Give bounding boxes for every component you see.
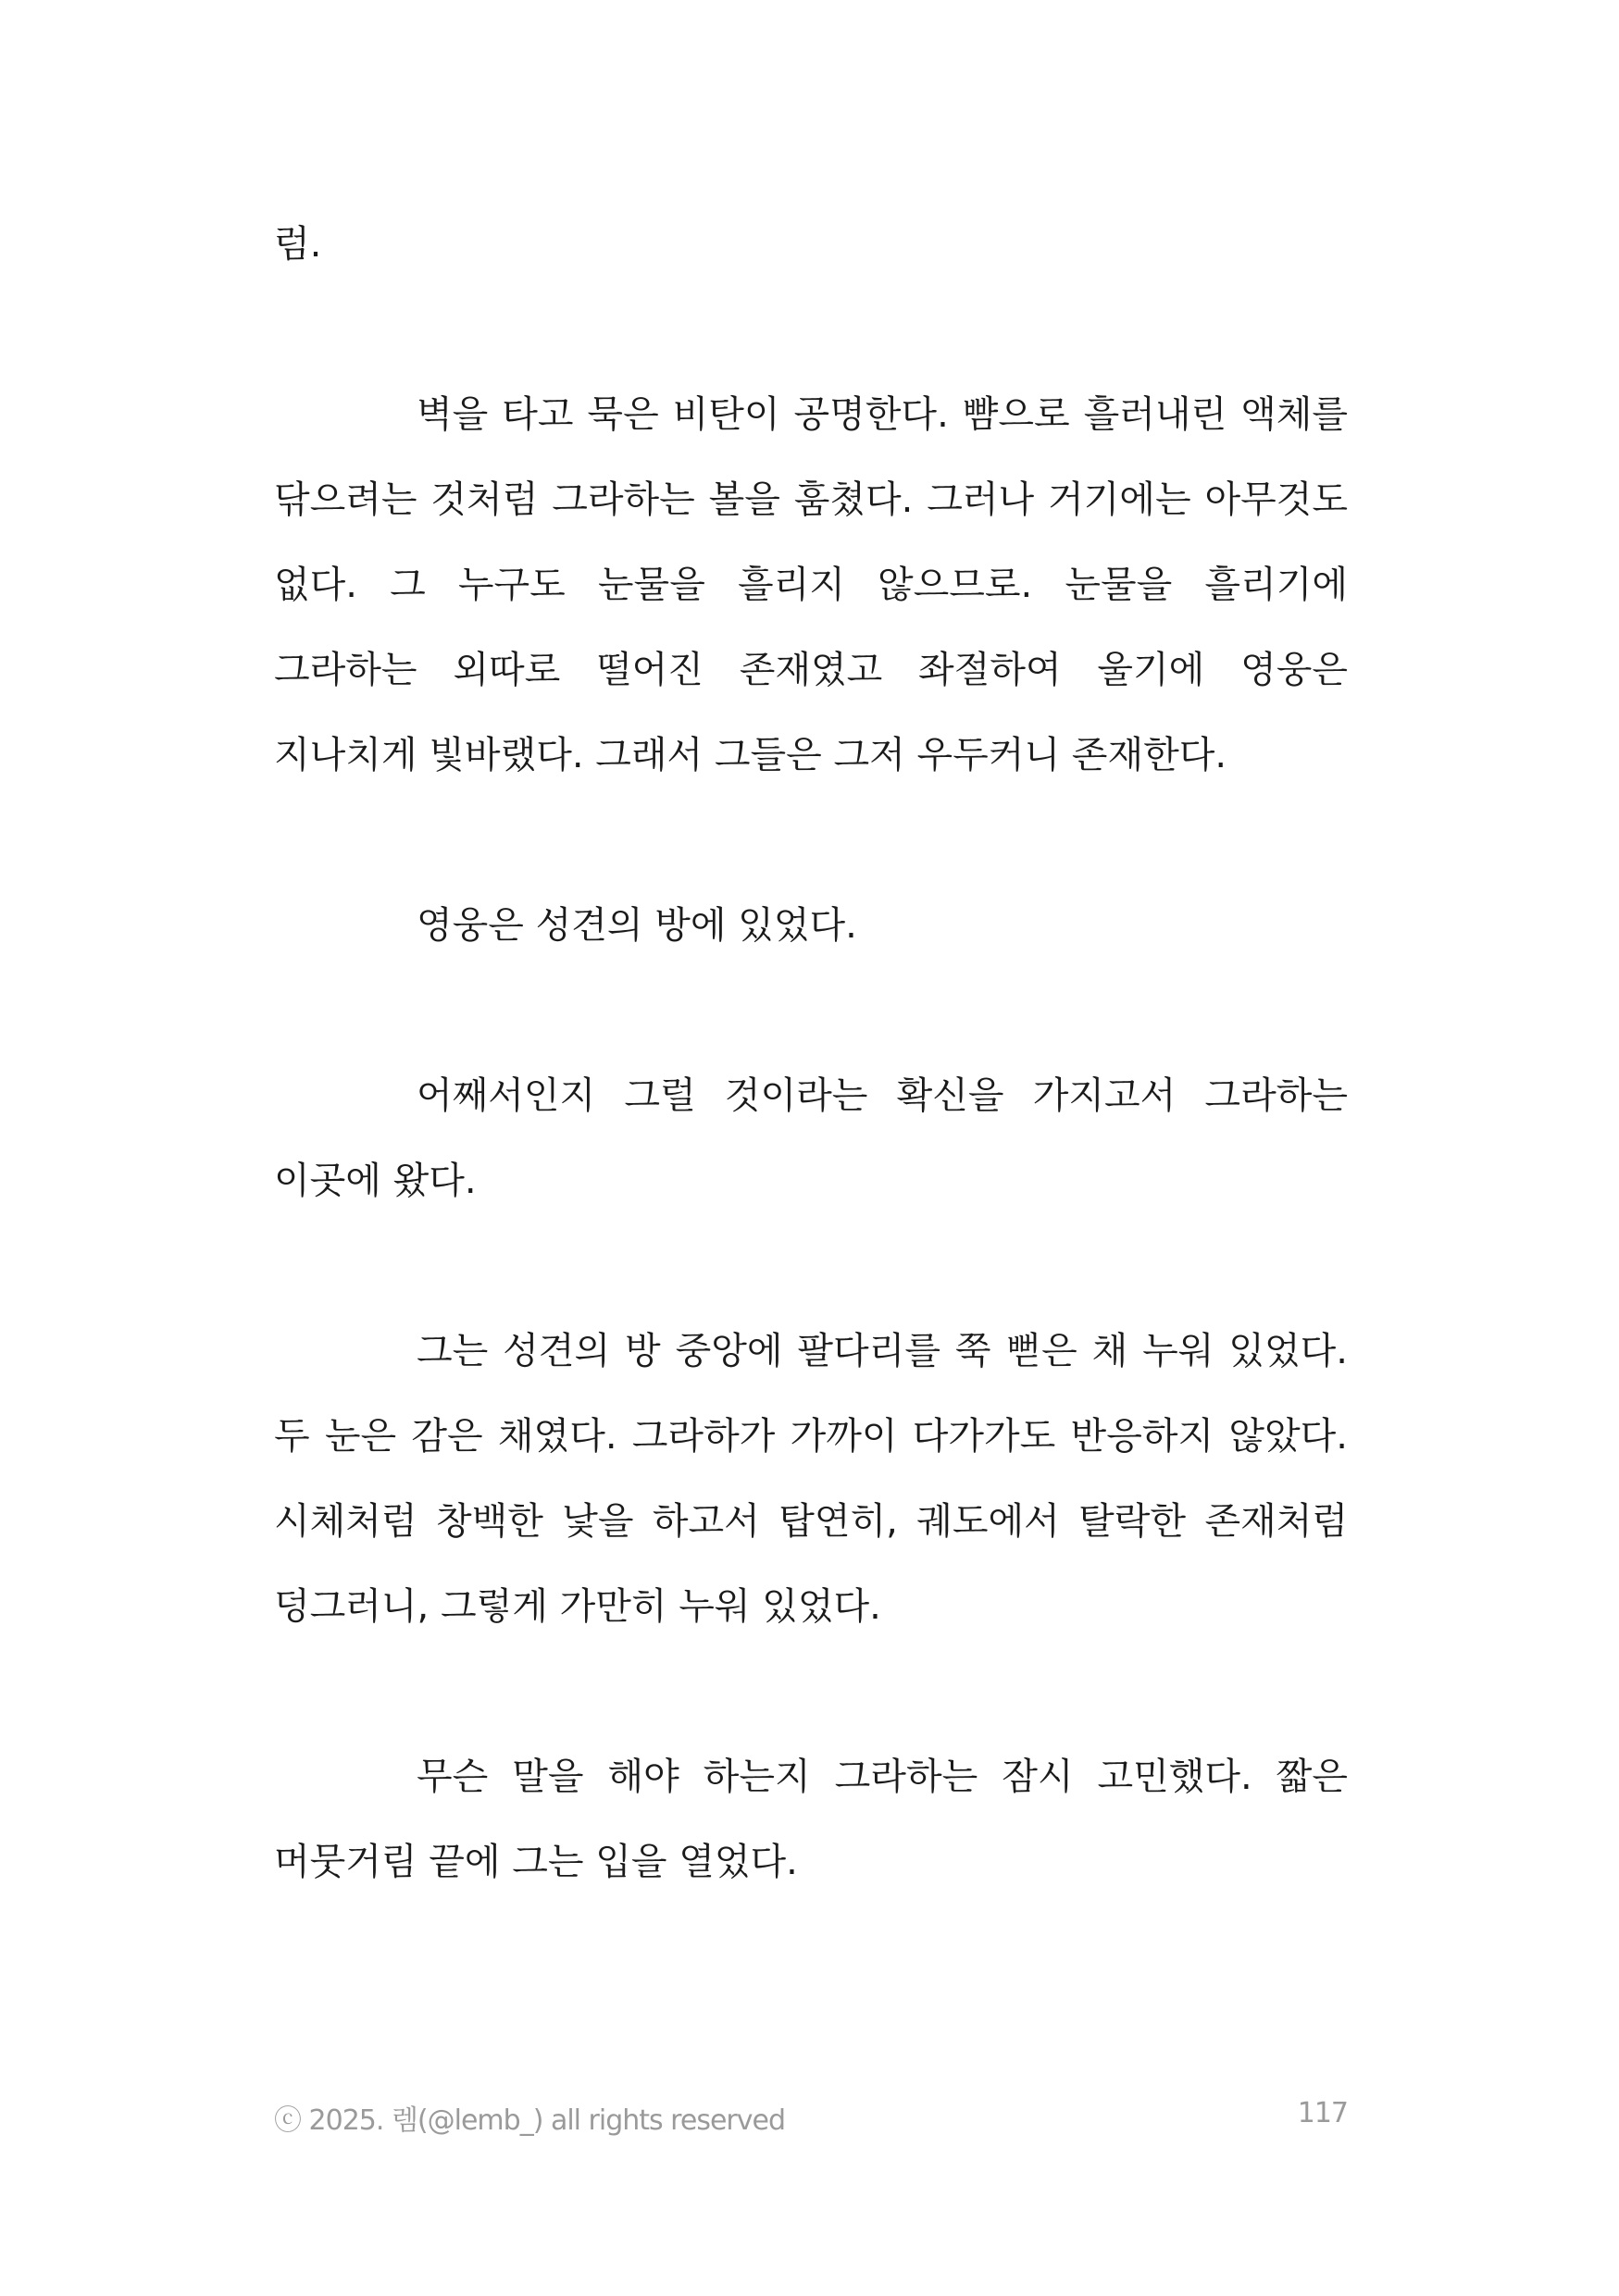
paragraph-2: 벽을 타고 묵은 비탄이 공명한다. 뺨으로 흘러내린 액체를 닦으려는 것처럼 그라하는 볼을 훔쳤다. 그러나 거기에는 아무것도 없다. 그 누구도 눈물을 흘리지 않으므로. 눈물을 흘리기에 그라하는 외따로 떨어진 존재였고 좌절하여 울기에 영웅은 지나치게 빛바랬다. 그래서 그들은 그저 우두커니 존재한다. [274, 393, 1348, 776]
paragraph-gap [274, 1223, 1348, 1309]
paragraph-gap [274, 1649, 1348, 1734]
page-number: 117 [1297, 2097, 1348, 2129]
paragraph-gap [274, 287, 1348, 372]
paragraph-1: 럼. [274, 223, 322, 266]
page-footer [274, 2090, 1348, 2136]
paragraph-gap [274, 968, 1348, 1053]
paragraph-6: 무슨 말을 해야 하는지 그라하는 잠시 고민했다. 짧은 머뭇거림 끝에 그는 입을 열었다. [274, 1756, 1348, 1883]
paragraph-gap [274, 798, 1348, 883]
paragraph-5: 그는 성견의 방 중앙에 팔다리를 쭉 뻗은 채 누워 있었다. 두 눈은 감은 채였다. 그라하가 가까이 다가가도 반응하지 않았다. 시체처럼 창백한 낯을 하고서 탑연히, 궤도에서 탈락한 존재처럼 덩그러니, 그렇게 가만히 누워 있었다. [274, 1330, 1348, 1628]
paragraph-4: 어째서인지 그럴 것이라는 확신을 가지고서 그라하는 이곳에 왔다. [274, 1074, 1348, 1202]
body-text [274, 202, 1348, 1905]
paragraph-3: 영웅은 성견의 방에 있었다. [417, 904, 857, 947]
copyright-notice: ⓒ 2025. 렘(@lemb_) all rights reserved [274, 2104, 785, 2137]
